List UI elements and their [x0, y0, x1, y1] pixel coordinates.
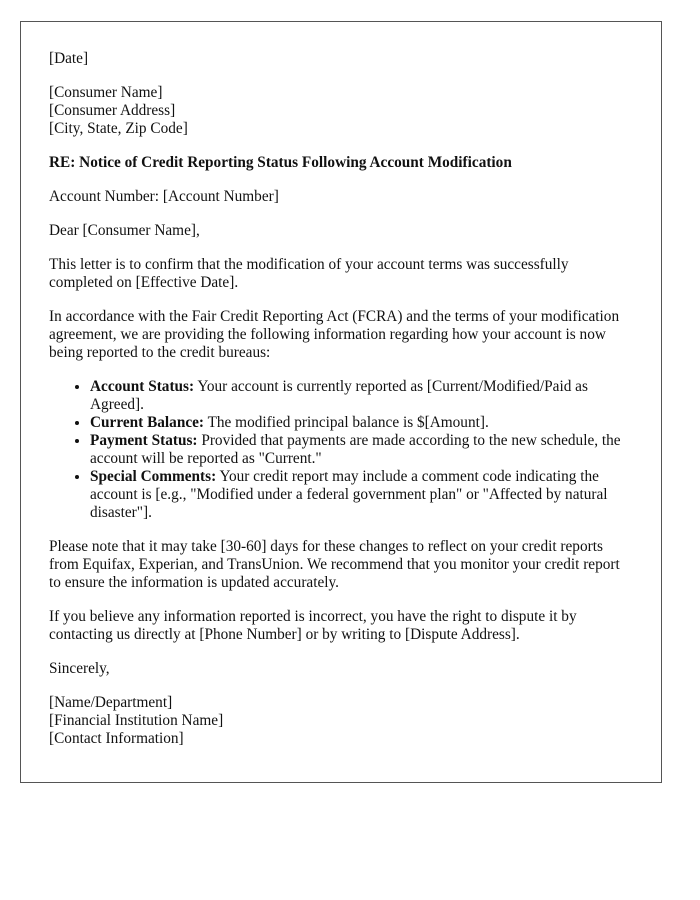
- list-item: [90, 468, 633, 522]
- recipient-address: [Consumer Address]: [49, 102, 176, 119]
- list-item-label: Current Balance:: [90, 414, 205, 431]
- signature-block: [49, 694, 633, 748]
- recipient-block: [49, 84, 633, 138]
- dispute-paragraph: If you believe any information reported is incorrect, you have the right to dispute it by contacting us directly at [Phone Number] or by writing to [Dispute Address].: [49, 608, 577, 643]
- account-number-line: Account Number: [Account Number]: [49, 188, 279, 205]
- list-item-label: Payment Status:: [90, 432, 198, 449]
- list-item-text: Your account is currently reported as [Current/Modified/Paid as Agreed].: [90, 378, 588, 413]
- signature-institution: [Financial Institution Name]: [49, 712, 224, 729]
- date-line: [Date]: [49, 50, 89, 67]
- signature-contact: [Contact Information]: [49, 730, 184, 747]
- letter-page: [20, 21, 662, 783]
- list-item: [90, 432, 633, 468]
- timing-paragraph: Please note that it may take [30-60] days for these changes to reflect on your credit reports from Equifax, Experian, and TransUnion. We recommend that you monitor your credit report to ensure the information is updated accurately.: [49, 538, 620, 591]
- subject-line: RE: Notice of Credit Reporting Status Following Account Modification: [49, 154, 512, 171]
- reporting-details-list: [49, 378, 633, 522]
- confirmation-paragraph: This letter is to confirm that the modification of your account terms was successfully completed on [Effective Date].: [49, 256, 569, 291]
- list-item-label: Special Comments:: [90, 468, 217, 485]
- list-item: [90, 414, 633, 432]
- recipient-city-state-zip: [City, State, Zip Code]: [49, 120, 188, 137]
- recipient-name: [Consumer Name]: [49, 84, 163, 101]
- salutation: Dear [Consumer Name],: [49, 222, 200, 239]
- list-item-text: Your credit report may include a comment code indicating the account is [e.g., "Modified under a federal government plan" or "Affected by natural disaster"].: [90, 468, 608, 521]
- list-item-text: The modified principal balance is $[Amount].: [204, 414, 489, 431]
- closing: Sincerely,: [49, 660, 110, 677]
- list-item-text: Provided that payments are made according to the new schedule, the account will be reported as "Current.": [90, 432, 621, 467]
- signature-name-department: [Name/Department]: [49, 694, 173, 711]
- list-item: [90, 378, 633, 414]
- list-item-label: Account Status:: [90, 378, 195, 395]
- fcra-intro-paragraph: In accordance with the Fair Credit Reporting Act (FCRA) and the terms of your modification agreement, we are providing the following information regarding how your account is now being reported to the credit bureaus:: [49, 308, 620, 361]
